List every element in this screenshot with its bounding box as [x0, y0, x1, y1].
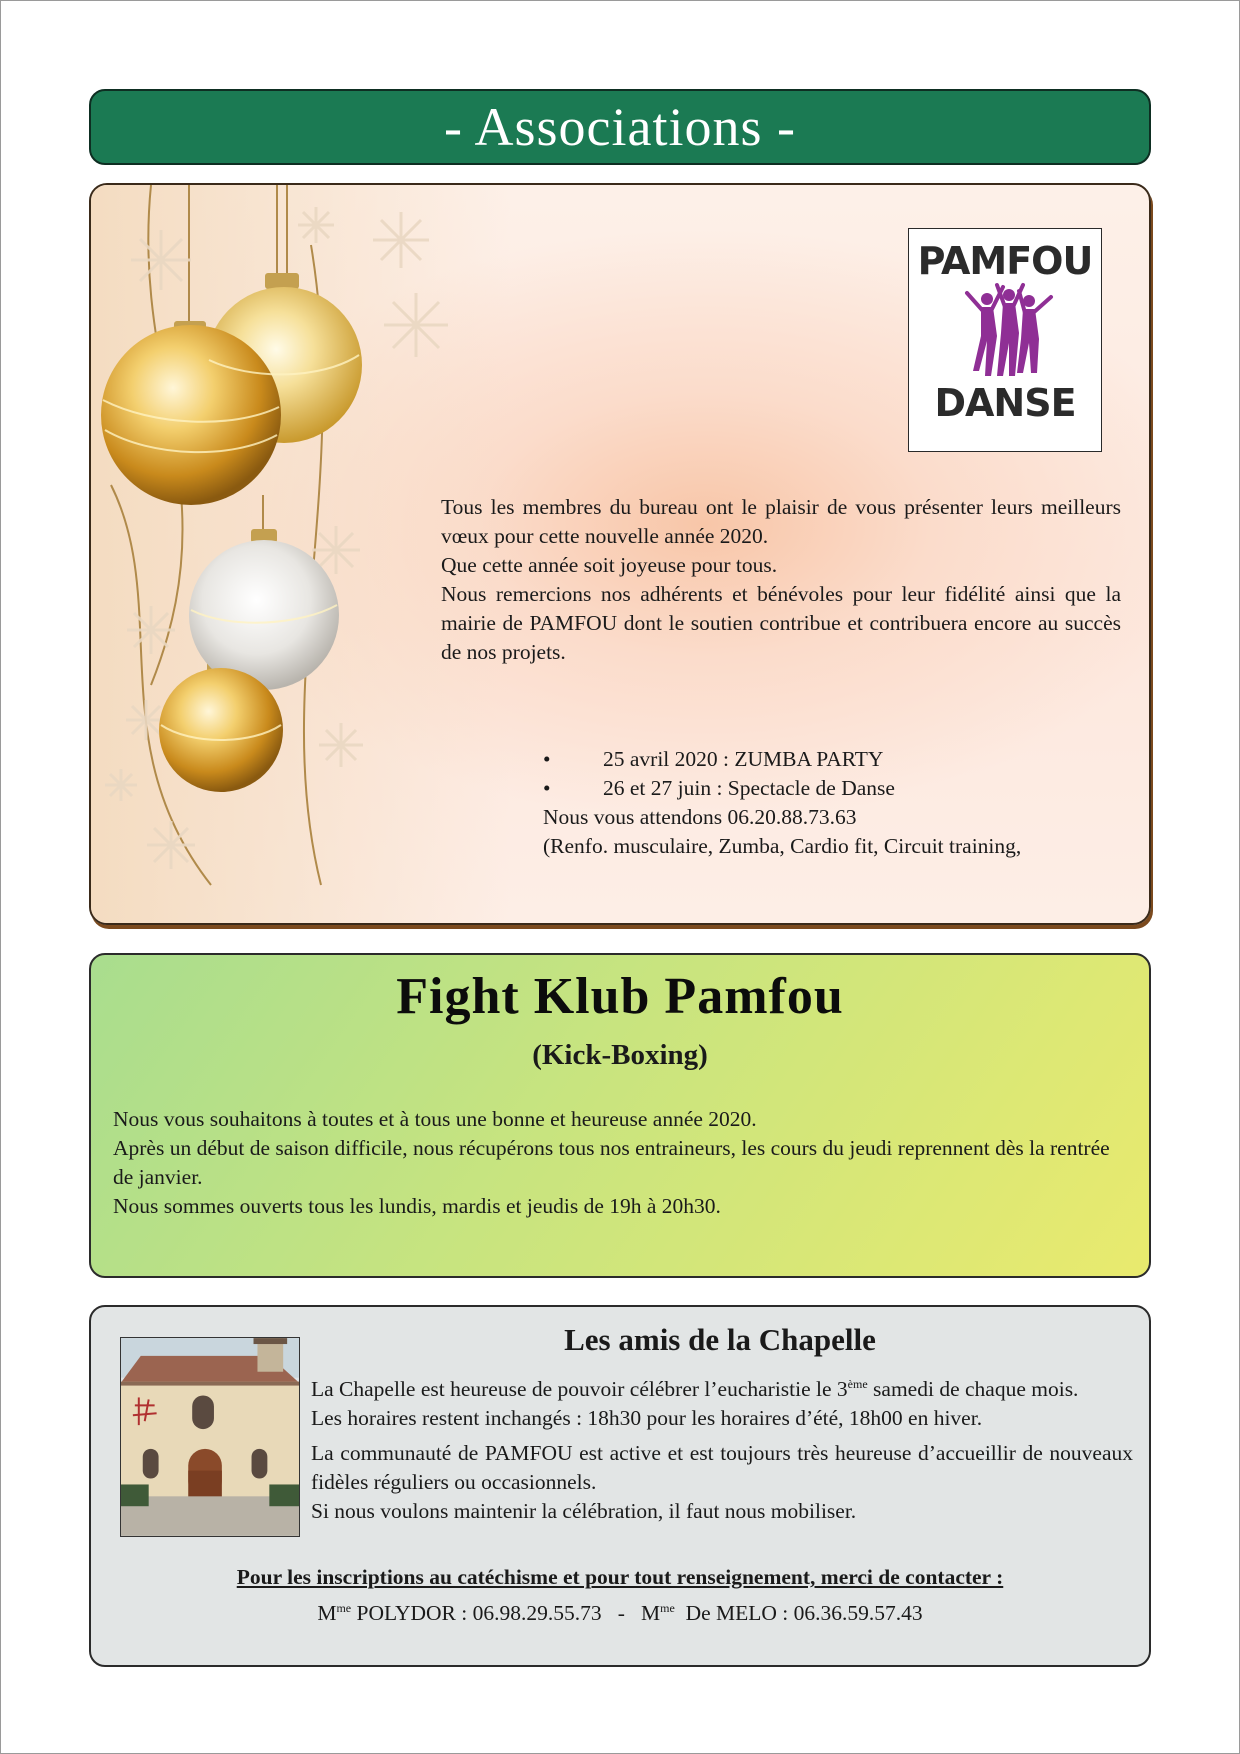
pamfou-danse-logo	[908, 228, 1102, 452]
event-item	[543, 745, 1123, 774]
danse-contact: Nous vous attendons 06.20.88.73.63	[543, 805, 857, 829]
chapelle-message	[311, 1375, 1133, 1526]
fight-klub-title: Fight Klub Pamfou	[396, 968, 844, 1025]
logo-text-top: PAMFOU	[917, 239, 1093, 283]
fight-klub-message	[113, 1105, 1113, 1221]
fight-line: Nous vous souhaitons à toutes et à tous une bonne et heureuse année 2020.	[113, 1107, 757, 1131]
contact-title-suffix: me	[660, 1600, 675, 1615]
amis-chapelle-panel	[89, 1305, 1151, 1667]
contact-title-suffix: me	[336, 1600, 352, 1615]
pamfou-danse-panel	[89, 183, 1151, 925]
event-text: 26 et 27 juin : Spectacle de Danse	[603, 776, 895, 800]
contact-polydor: POLYDOR : 06.98.29.55.73	[351, 1601, 602, 1625]
contact-de-melo: De MELO : 06.36.59.57.43	[674, 1601, 923, 1625]
section-header	[89, 89, 1151, 165]
fight-klub-panel	[89, 953, 1151, 1278]
danse-paragraph: Nous remercions nos adhérents et bénévoles pour leur fidélité ainsi que la mairie de PAMFOU dont le soutien contribue et contribuera encore au succès de nos projets.	[441, 582, 1121, 664]
chapelle-contacts	[91, 1601, 1149, 1626]
danse-message	[441, 493, 1121, 667]
fight-line: Nous sommes ouverts tous les lundis, mardis et jeudis de 19h à 20h30.	[113, 1194, 721, 1218]
chapelle-paragraph: Si nous voulons maintenir la célébration, il faut nous mobiliser.	[311, 1499, 857, 1523]
bullet-icon: •	[543, 776, 551, 800]
chapelle-contact-heading: Pour les inscriptions au catéchisme et pour tout renseignement, merci de contacter :	[236, 1565, 1004, 1589]
danse-paragraph: Tous les membres du bureau ont le plaisir de vous présenter leurs meilleurs vœux pour cette nouvelle année 2020.	[441, 495, 1121, 548]
danse-paragraph: Que cette année soit joyeuse pour tous.	[441, 553, 778, 577]
contact-title: M	[317, 1601, 337, 1625]
contact-separator: -	[601, 1601, 642, 1625]
fight-klub-subtitle: (Kick-Boxing)	[532, 1039, 708, 1071]
chapelle-paragraph: La communauté de PAMFOU est active et est toujours très heureuse d’accueillir de nouveaux fidèles réguliers ou occasionnels.	[311, 1441, 1133, 1494]
danse-events-list	[543, 745, 1123, 861]
chapelle-text: samedi de chaque mois.	[867, 1377, 1079, 1401]
danse-activities: (Renfo. musculaire, Zumba, Cardio fit, Circuit training,	[543, 834, 1022, 858]
event-text: 25 avril 2020 : ZUMBA PARTY	[603, 747, 884, 771]
event-item	[543, 774, 1123, 803]
page-title: - Associations -	[444, 97, 796, 157]
contact-title: M	[641, 1601, 661, 1625]
chapel-photo	[120, 1337, 300, 1537]
ordinal-suffix: ème	[847, 1376, 868, 1391]
chapelle-text: La Chapelle est heureuse de pouvoir célébrer l’eucharistie le 3	[311, 1377, 848, 1401]
logo-text-bottom: DANSE	[934, 381, 1076, 425]
fight-line: Après un début de saison difficile, nous récupérons tous nos entraineurs, les cours du jeudi reprennent dès la rentrée de janvier.	[113, 1136, 1110, 1189]
dancers-icon	[957, 281, 1057, 381]
bullet-icon: •	[543, 747, 551, 771]
chapelle-paragraph	[311, 1375, 1133, 1404]
chapelle-paragraph: Les horaires restent inchangés : 18h30 pour les horaires d’été, 18h00 en hiver.	[311, 1406, 983, 1430]
chapelle-title: Les amis de la Chapelle	[564, 1322, 876, 1357]
